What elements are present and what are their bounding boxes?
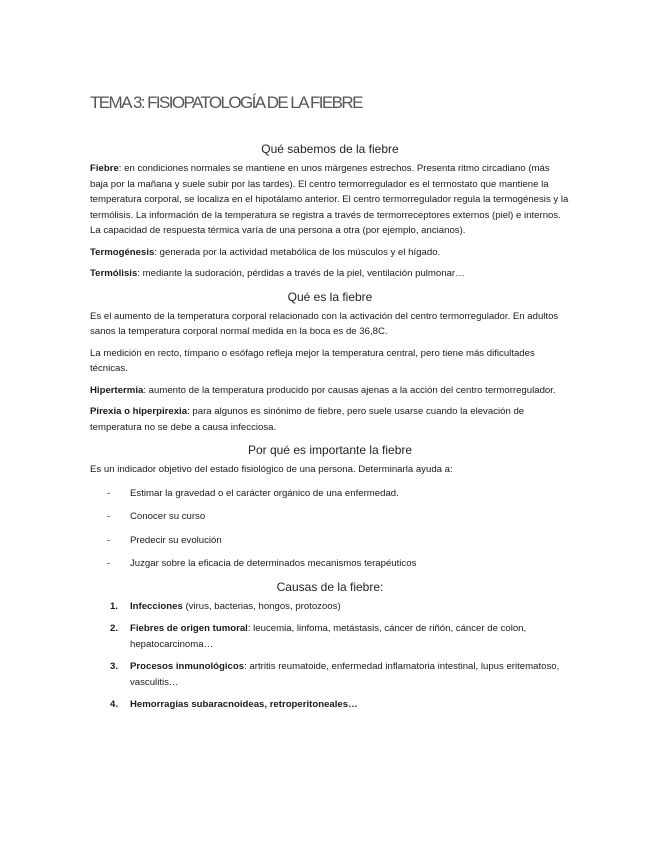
paragraph-definicion: Es el aumento de la temperatura corporal relacionado con la activación del centro termorregulador. En adultos sanos la temperatura corporal normal medida en la boca es de 36,8C. (90, 310, 559, 337)
dash-marker: - (107, 487, 111, 499)
list-item-term: Procesos inmunológicos (130, 661, 245, 672)
list-item-text: (virus, bacterias, hongos, protozoos) (182, 600, 341, 612)
list-item (90, 659, 570, 690)
document-body (90, 142, 570, 720)
list-number: 2. (110, 623, 119, 634)
list-item (90, 621, 570, 652)
bullet-list (90, 486, 570, 572)
paragraph-hipertermia (90, 383, 570, 399)
list-item-text: Estimar la gravedad o el carácter orgánico de una enfermedad. (130, 487, 399, 499)
section-heading-que-es: Qué es la fiebre (287, 289, 373, 304)
page-title: TEMA 3: FISIOPATOLOGÍA DE LA FIEBRE (90, 93, 362, 112)
list-item-text: Predecir su evolución (130, 534, 222, 546)
list-item-term: Fiebres de origen tumoral (130, 623, 248, 634)
list-item-term: Hemorragias subaracnoideas, retroperitoneales… (130, 699, 358, 710)
section-heading-causas: Causas de la fiebre: (276, 579, 384, 594)
paragraph-fiebre (90, 161, 570, 239)
list-item (90, 556, 570, 572)
paragraph-termogenesis (90, 245, 570, 261)
term-termogenesis: Termogénesis (90, 246, 155, 258)
term-hipertermia: Hipertermia (90, 384, 144, 396)
dash-marker: - (107, 511, 111, 522)
list-item-text: Juzgar sobre la eficacia de determinados mecanismos terapéuticos (130, 558, 417, 569)
paragraph-indicador: Es un indicador objetivo del estado fisiológico de una persona. Determinarla ayuda a: (90, 464, 453, 475)
paragraph-medicion: La medición en recto, tímpano o esófago refleja mejor la temperatura central, pero tiene más dificultades técnicas. (90, 347, 535, 374)
list-item (90, 509, 570, 525)
list-item (90, 486, 570, 502)
paragraph-termolisis (90, 266, 570, 282)
list-item-text: : leucemia, linfoma, metástasis, cáncer de riñón, cáncer de colon, hepatocarcinoma… (130, 623, 527, 650)
dash-marker: - (107, 534, 111, 546)
paragraph-text: : en condiciones normales se mantiene en unos márgenes estrechos. Presenta ritmo circadiano (más baja por la mañana y suele subir por las tardes). El centro termorregulador es el termostato que mantiene la temperatura corporal, se localiza en el hipotálamo anterior. El centro termorregulador regula la termogénesis y la termólisis. La información de la temperatura se registra a través de termorreceptores externos (piel) e internos. La capacidad de respuesta térmica varía de una persona a otra (por ejemplo, ancianos). (90, 163, 569, 236)
paragraph-text: : mediante la sudoración, pérdidas a través de la piel, ventilación pulmonar… (137, 268, 465, 279)
list-item-text: Conocer su curso (130, 511, 206, 522)
paragraph-text: : para algunos es sinónimo de fiebre, pero suele usarse cuando la elevación de temperatura no se debe a causa infecciosa. (90, 406, 525, 433)
paragraph-text: : generada por la actividad metabólica de los músculos y el hígado. (154, 246, 441, 258)
list-item-term: Infecciones (130, 600, 183, 612)
paragraph-text: : aumento de la temperatura producido por causas ajenas a la acción del centro termorregulador. (143, 384, 556, 396)
term-termolisis: Termólisis (90, 268, 138, 279)
dash-marker: - (107, 558, 111, 569)
list-number: 1. (110, 600, 119, 612)
term-pirexia: Pirexia o hiperpirexia (90, 406, 188, 417)
section-heading-que-sabemos: Qué sabemos de la fiebre (261, 142, 399, 156)
term-fiebre: Fiebre (90, 163, 119, 174)
list-item (90, 599, 570, 615)
paragraph-pirexia (90, 404, 570, 435)
list-item (90, 533, 570, 549)
numbered-list (90, 599, 570, 713)
list-number: 3. (110, 661, 119, 672)
section-heading-por-que: Por qué es importante la fiebre (247, 443, 413, 457)
list-item (90, 697, 570, 713)
list-item-text: : artritis reumatoide, enfermedad inflamatoria intestinal, lupus eritematoso, vasculitis… (130, 661, 560, 688)
list-number: 4. (110, 699, 119, 710)
